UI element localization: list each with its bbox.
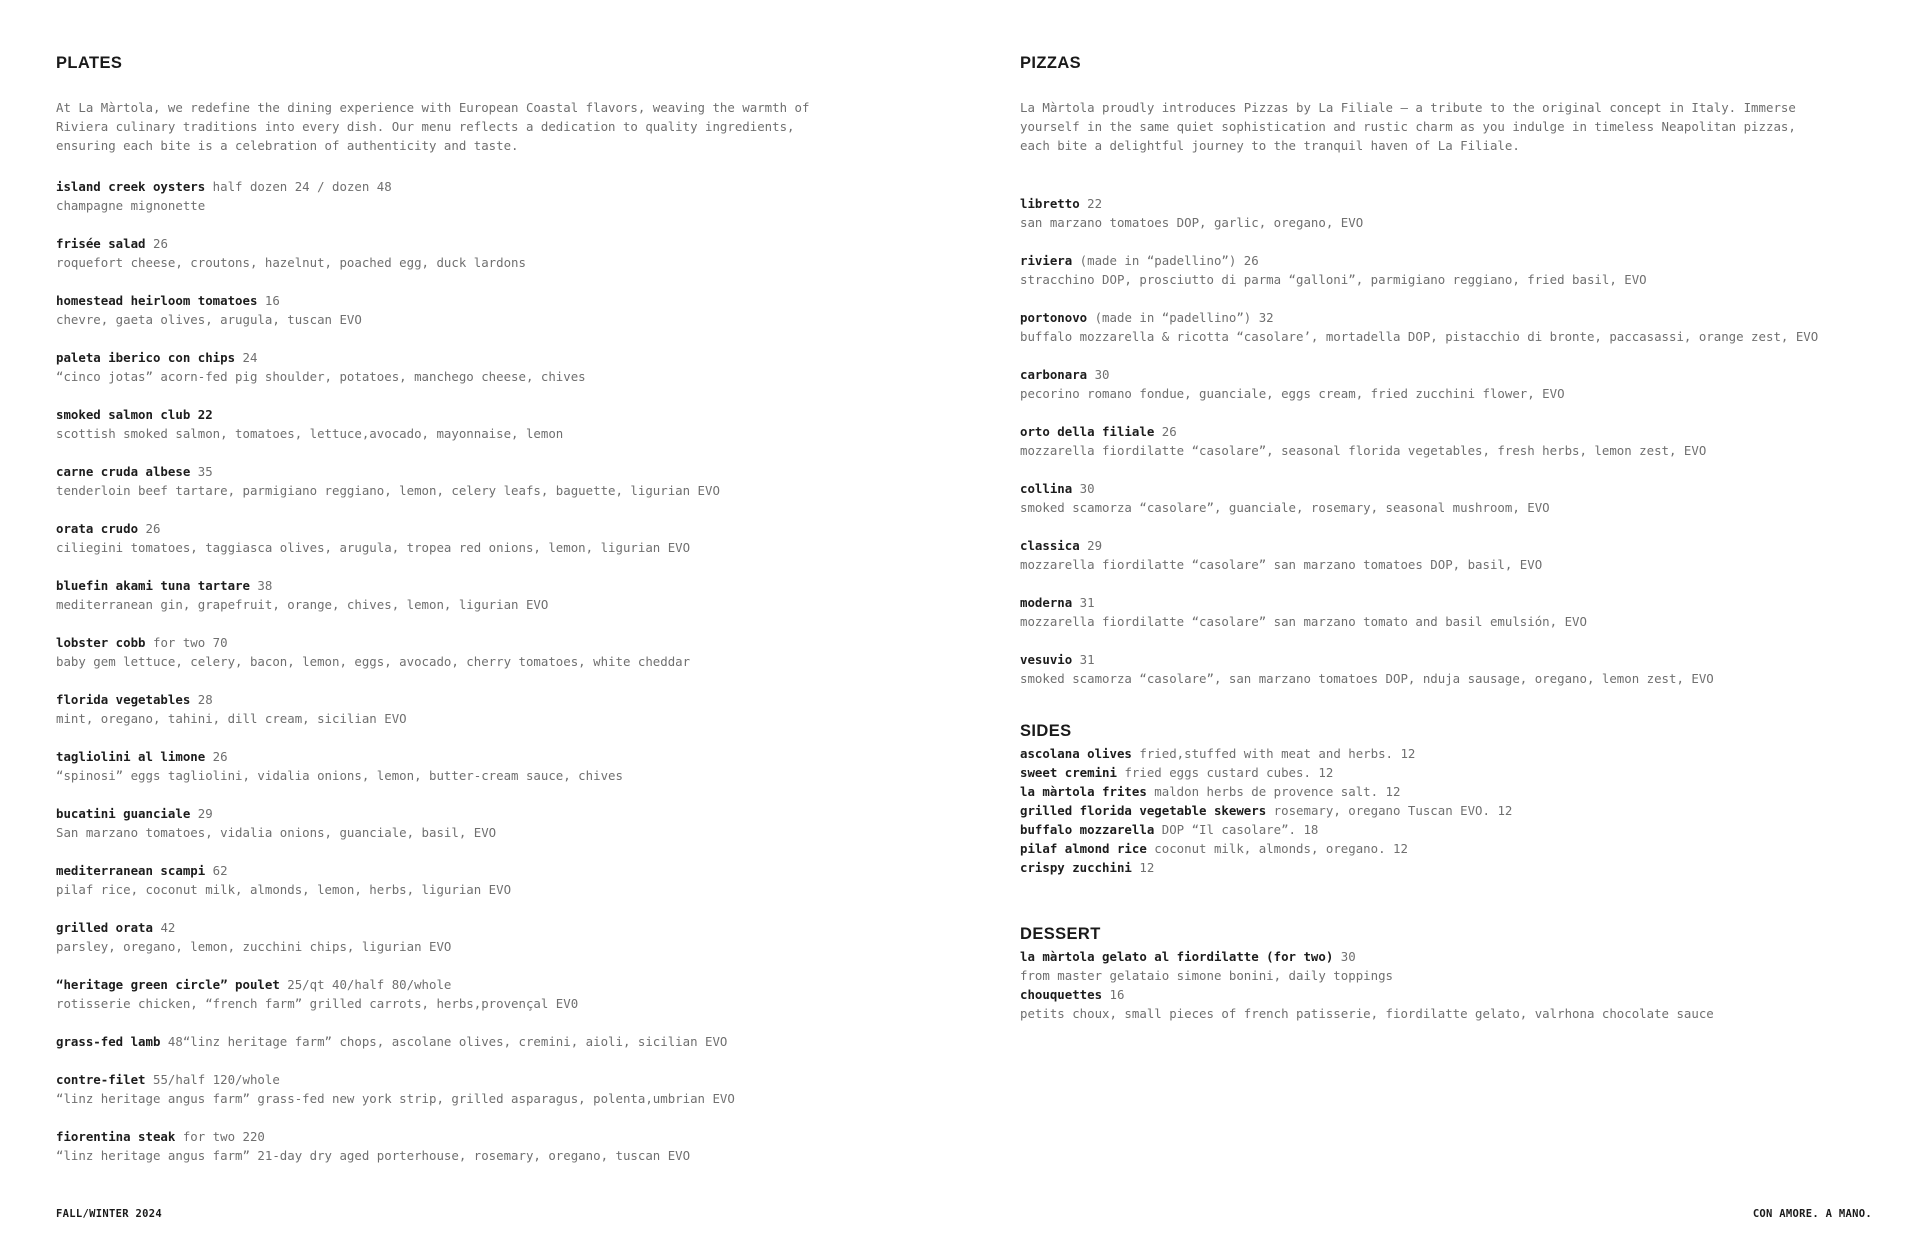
plate-item-name: grilled orata <box>56 920 153 935</box>
plate-item-name: fiorentina steak <box>56 1129 176 1144</box>
side-item-detail: DOP “Il casolare”. 18 <box>1154 822 1319 837</box>
plate-item-name: bluefin akami tuna tartare <box>56 578 250 593</box>
plate-item-title-line <box>56 747 956 766</box>
side-item <box>1020 744 1900 763</box>
pizza-item-name: moderna <box>1020 595 1073 610</box>
pizza-item-detail: 30 <box>1087 367 1110 382</box>
plate-item-description: chevre, gaeta olives, arugula, tuscan EVO <box>56 312 362 327</box>
side-item-name: crispy zucchini <box>1020 860 1132 875</box>
side-item <box>1020 858 1900 877</box>
plate-item-detail: 29 <box>190 806 213 821</box>
pizza-item-name: collina <box>1020 481 1073 496</box>
plate-item-title-line <box>56 177 956 196</box>
pizza-item-detail: (made in “padellino”) 32 <box>1087 310 1274 325</box>
plate-item <box>56 690 956 728</box>
side-item-name: grilled florida vegetable skewers <box>1020 803 1267 818</box>
plate-item-detail: for two 70 <box>145 635 228 650</box>
right-column <box>1020 52 1900 1023</box>
plate-item-description: rotisserie chicken, “french farm” grilled carrots, herbs,provençal EV0 <box>56 996 579 1011</box>
pizza-item-title-line <box>1020 365 1900 384</box>
plates-intro <box>56 98 956 155</box>
plate-item-description: mint, oregano, tahini, dill cream, sicilian EVO <box>56 711 407 726</box>
pizza-item-description: mozzarella fiordilatte “casolare” san marzano tomatoes DOP, basil, EVO <box>1020 557 1543 572</box>
dessert-item-description: petits choux, small pieces of french patisserie, fiordilatte gelato, valrhona chocolate sauce <box>1020 1006 1714 1021</box>
pizza-item <box>1020 194 1900 232</box>
side-item <box>1020 801 1900 820</box>
pizza-item-name: carbonara <box>1020 367 1088 382</box>
dessert-item-detail: 30 <box>1333 949 1356 964</box>
dessert-item-detail: 16 <box>1102 987 1125 1002</box>
plate-item-detail: 38 <box>249 578 273 593</box>
plate-item-detail: 25/qt 40/half 80/whole <box>279 977 452 992</box>
dessert-item-title-line <box>1020 947 1900 966</box>
plate-item-title-line <box>56 633 956 652</box>
pizza-item-title-line <box>1020 422 1900 441</box>
dessert-item-description: from master gelataio simone bonini, daily toppings <box>1020 968 1393 983</box>
pizzas-intro-line: La Màrtola proudly introduces Pizzas by La Filiale — a tribute to the original concept in Italy. Immerse <box>1020 100 1796 115</box>
tagline-footer: CON AMORE. A MANO. <box>1752 1208 1872 1220</box>
side-item <box>1020 839 1900 858</box>
side-item <box>1020 820 1900 839</box>
side-item-title-line <box>1020 801 1900 820</box>
pizza-item <box>1020 308 1900 346</box>
plate-item-name: frisée salad <box>56 236 146 251</box>
pizza-item-title-line <box>1020 251 1900 270</box>
side-item-title-line <box>1020 858 1900 877</box>
pizza-item-description: smoked scamorza “casolare”, san marzano tomatoes DOP, nduja sausage, oregano, lemon zest, EVO <box>1020 671 1714 686</box>
pizza-item-detail: (made in “padellino”) 26 <box>1072 253 1259 268</box>
dessert-list <box>1020 947 1900 1023</box>
side-item-title-line <box>1020 820 1900 839</box>
plate-item-title-line <box>56 690 956 709</box>
side-item-name: sweet cremini <box>1020 765 1117 780</box>
plate-item-name: florida vegetables <box>56 692 191 707</box>
pizza-item-name: vesuvio <box>1020 652 1073 667</box>
pizza-item <box>1020 650 1900 688</box>
plate-item <box>56 1032 956 1051</box>
plate-item <box>56 462 956 500</box>
pizza-item-description: smoked scamorza “casolare”, guanciale, rosemary, seasonal mushroom, EVO <box>1020 500 1550 515</box>
plate-item-name: bucatini guanciale <box>56 806 191 821</box>
plate-item-title-line <box>56 861 956 880</box>
plate-item-description: baby gem lettuce, celery, bacon, lemon, eggs, avocado, cherry tomatoes, white cheddar <box>56 654 691 669</box>
plate-item-detail: 55/half 120/whole <box>145 1072 280 1087</box>
pizza-item <box>1020 536 1900 574</box>
plate-item-detail: 42 <box>152 920 176 935</box>
plate-item-title-line <box>56 576 956 595</box>
plate-item-title-line <box>56 462 956 481</box>
side-item-name: buffalo mozzarella <box>1020 822 1155 837</box>
plates-title: PLATES <box>56 54 123 72</box>
plate-item-detail: half dozen 24 / dozen 48 <box>205 179 392 194</box>
pizza-item-title-line <box>1020 593 1900 612</box>
plate-item-detail: 16 <box>257 293 280 308</box>
plate-item <box>56 918 956 956</box>
plate-item <box>56 291 956 329</box>
plate-item-name: “heritage green circle” poulet <box>56 977 280 992</box>
plate-item <box>56 747 956 785</box>
pizza-item-name: orto della filiale <box>1020 424 1155 439</box>
plate-item-name: contre-filet <box>56 1072 146 1087</box>
plate-item <box>56 519 956 557</box>
plate-item <box>56 576 956 614</box>
side-item-detail: maldon herbs de provence salt. 12 <box>1146 784 1401 799</box>
plate-item-title-line <box>56 234 956 253</box>
pizza-item-name: libretto <box>1020 196 1080 211</box>
plate-item-description: mediterranean gin, grapefruit, orange, chives, lemon, ligurian EVO <box>56 597 549 612</box>
side-item-name: ascolana olives <box>1020 746 1132 761</box>
plate-item-detail: 28 <box>190 692 213 707</box>
plate-item-description: “linz heritage angus farm” 21-day dry aged porterhouse, rosemary, oregano, tuscan EVO <box>56 1148 691 1163</box>
side-item-title-line <box>1020 839 1900 858</box>
plate-item-title-line <box>56 975 956 994</box>
side-item-title-line <box>1020 763 1900 782</box>
plate-item-detail: 26 <box>138 521 161 536</box>
pizzas-intro-line: each bite a delightful journey to the tranquil haven of La Filiale. <box>1020 138 1520 153</box>
plate-item-detail: 35 <box>190 464 213 479</box>
plate-item <box>56 405 956 443</box>
plate-item-detail: 26 <box>145 236 168 251</box>
plate-item <box>56 861 956 899</box>
pizza-item-detail: 31 <box>1072 595 1095 610</box>
pizza-item <box>1020 365 1900 403</box>
plate-item-detail: 62 <box>205 863 228 878</box>
pizza-item-description: mozzarella fiordilatte “casolare” san marzano tomato and basil emulsión, EVO <box>1020 614 1587 629</box>
plate-item-name: carne cruda albese <box>56 464 191 479</box>
dessert-item-title-line <box>1020 985 1900 1004</box>
pizza-item-detail: 26 <box>1154 424 1177 439</box>
plate-item-title-line <box>56 804 956 823</box>
pizzas-intro <box>1020 98 1900 155</box>
side-item <box>1020 763 1900 782</box>
plates-column <box>56 52 956 1184</box>
plate-item-title-line <box>56 1127 956 1146</box>
pizzas-title: PIZZAS <box>1020 54 1082 72</box>
plate-item-name: lobster cobb <box>56 635 146 650</box>
pizza-item-name: riviera <box>1020 253 1073 268</box>
pizzas-list <box>1020 194 1900 688</box>
dessert-title: DESSERT <box>1020 925 1101 943</box>
side-item-name: pilaf almond rice <box>1020 841 1147 856</box>
plate-item-title-line <box>56 1070 956 1089</box>
plate-item-name: mediterranean scampi <box>56 863 206 878</box>
plate-item-detail: 48“linz heritage farm” chops, ascolane olives, cremini, aioli, sicilian EVO <box>160 1034 728 1049</box>
plate-item-description: tenderloin beef tartare, parmigiano reggiano, lemon, celery leafs, baguette, ligurian EVO <box>56 483 720 498</box>
pizza-item-description: buffalo mozzarella & ricotta “casolare’, mortadella DOP, pistacchio di bronte, paccasassi, orange zest, EVO <box>1020 329 1819 344</box>
plate-item <box>56 177 956 215</box>
plate-item-name: orata crudo <box>56 521 139 536</box>
side-item-detail: fried eggs custard cubes. 12 <box>1116 765 1334 780</box>
plate-item-description: “spinosi” eggs tagliolini, vidalia onions, lemon, butter-cream sauce, chives <box>56 768 623 783</box>
dessert-section <box>1020 923 1900 1023</box>
plate-item-detail: 26 <box>205 749 228 764</box>
plate-item-name: homestead heirloom tomatoes <box>56 293 258 308</box>
plates-intro-line: ensuring each bite is a celebration of authenticity and taste. <box>56 138 519 153</box>
pizza-item-name: portonovo <box>1020 310 1088 325</box>
plate-item-name: smoked salmon club 22 <box>56 407 213 422</box>
pizza-item-title-line <box>1020 308 1900 327</box>
pizza-item <box>1020 479 1900 517</box>
plate-item-title-line <box>56 405 956 424</box>
pizza-item-title-line <box>1020 194 1900 213</box>
side-item-detail: rosemary, oregano Tuscan EVO. 12 <box>1266 803 1513 818</box>
pizza-item-description: stracchino DOP, prosciutto di parma “galloni”, parmigiano reggiano, fried basil, EVO <box>1020 272 1647 287</box>
plate-item <box>56 1070 956 1108</box>
plate-item <box>56 234 956 272</box>
plates-list <box>56 177 956 1165</box>
plate-item-description: ciliegini tomatoes, taggiasca olives, arugula, tropea red onions, lemon, ligurian EVO <box>56 540 691 555</box>
plate-item-title-line <box>56 918 956 937</box>
plate-item-description: champagne mignonette <box>56 198 206 213</box>
plate-item-description: “linz heritage angus farm” grass-fed new york strip, grilled asparagus, polenta,umbrian EVO <box>56 1091 735 1106</box>
sides-section <box>1020 720 1900 877</box>
side-item-detail: 12 <box>1131 860 1155 875</box>
pizza-item-detail: 22 <box>1079 196 1103 211</box>
plate-item <box>56 348 956 386</box>
dessert-item-name: chouquettes <box>1020 987 1103 1002</box>
dessert-item-name: la màrtola gelato al fiordilatte (for two) <box>1020 949 1334 964</box>
plate-item-description: roquefort cheese, croutons, hazelnut, poached egg, duck lardons <box>56 255 526 270</box>
plate-item-description: San marzano tomatoes, vidalia onions, guanciale, basil, EVO <box>56 825 497 840</box>
plate-item <box>56 975 956 1013</box>
plate-item-detail: for two 220 <box>175 1129 265 1144</box>
plate-item <box>56 804 956 842</box>
plate-item-title-line <box>56 519 956 538</box>
pizza-item-name: classica <box>1020 538 1080 553</box>
plate-item-name: tagliolini al limone <box>56 749 206 764</box>
plate-item-detail: 24 <box>235 350 258 365</box>
sides-list <box>1020 744 1900 877</box>
pizza-item-detail: 31 <box>1072 652 1095 667</box>
plate-item <box>56 633 956 671</box>
plate-item <box>56 1127 956 1165</box>
plate-item-title-line <box>56 348 956 367</box>
plate-item-name: grass-fed lamb <box>56 1034 161 1049</box>
pizza-item-description: pecorino romano fondue, guanciale, eggs cream, fried zucchini flower, EVO <box>1020 386 1565 401</box>
side-item-title-line <box>1020 782 1900 801</box>
plate-item-description: pilaf rice, coconut milk, almonds, lemon, herbs, ligurian EVO <box>56 882 512 897</box>
plates-intro-line: Riviera culinary traditions into every dish. Our menu reflects a dedication to quality ingredients, <box>56 119 795 134</box>
side-item-detail: coconut milk, almonds, oregano. 12 <box>1146 841 1408 856</box>
pizza-item-description: mozzarella fiordilatte “casolare”, seasonal florida vegetables, fresh herbs, lemon zest, EVO <box>1020 443 1707 458</box>
plate-item-title-line <box>56 1032 956 1051</box>
dessert-item <box>1020 947 1900 985</box>
pizza-item-description: san marzano tomatoes DOP, garlic, oregano, EVO <box>1020 215 1364 230</box>
plate-item-title-line <box>56 291 956 310</box>
pizzas-intro-line: yourself in the same quiet sophistication and rustic charm as you indulge in timeless Neapolitan pizzas, <box>1020 119 1796 134</box>
pizza-item-title-line <box>1020 479 1900 498</box>
pizza-item <box>1020 593 1900 631</box>
side-item <box>1020 782 1900 801</box>
pizza-item-detail: 30 <box>1072 481 1095 496</box>
side-item-detail: fried,stuffed with meat and herbs. 12 <box>1131 746 1416 761</box>
plate-item-description: “cinco jotas” acorn-fed pig shoulder, potatoes, manchego cheese, chives <box>56 369 586 384</box>
pizza-item-detail: 29 <box>1079 538 1103 553</box>
plate-item-description: parsley, oregano, lemon, zucchini chips, ligurian EVO <box>56 939 452 954</box>
plate-item-name: paleta iberico con chips <box>56 350 236 365</box>
sides-title: SIDES <box>1020 722 1072 740</box>
plate-item-name: island creek oysters <box>56 179 206 194</box>
pizza-item-title-line <box>1020 650 1900 669</box>
side-item-title-line <box>1020 744 1900 763</box>
season-footer: FALL/WINTER 2024 <box>56 1208 162 1220</box>
pizza-item-title-line <box>1020 536 1900 555</box>
pizza-item <box>1020 251 1900 289</box>
dessert-item <box>1020 985 1900 1023</box>
plate-item-description: scottish smoked salmon, tomatoes, lettuce,avocado, mayonnaise, lemon <box>56 426 564 441</box>
side-item-name: la màrtola frites <box>1020 784 1147 799</box>
plates-intro-line: At La Màrtola, we redefine the dining experience with European Coastal flavors, weaving the warmth of <box>56 100 810 115</box>
pizza-item <box>1020 422 1900 460</box>
